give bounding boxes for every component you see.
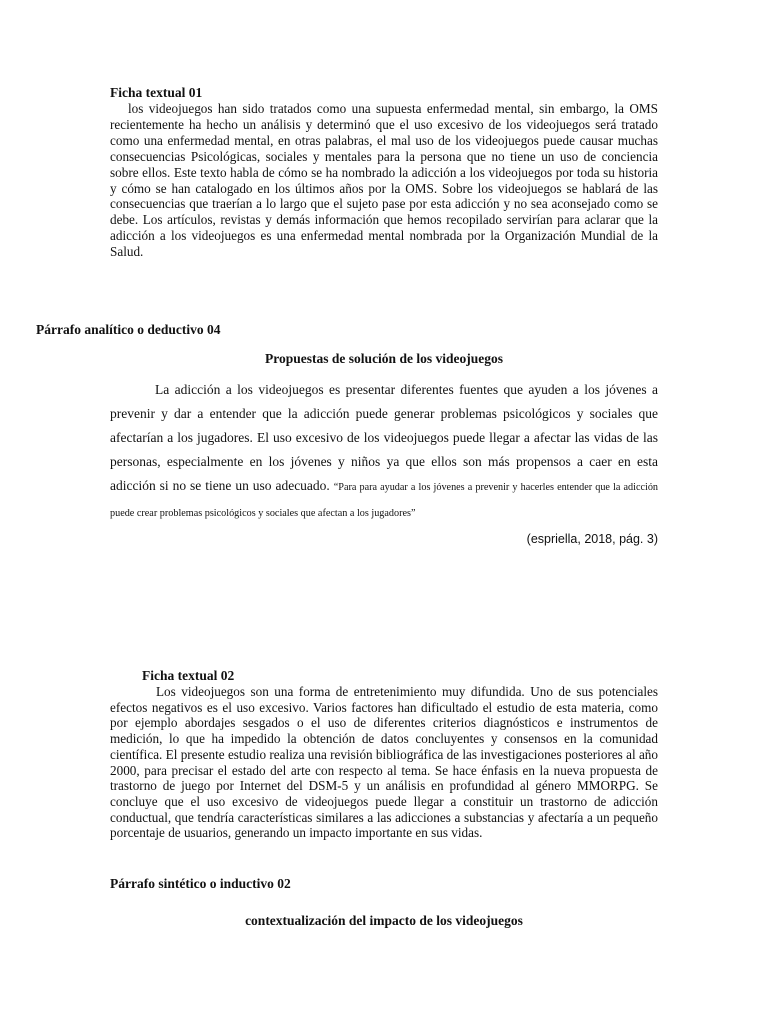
parrafo-analitico-heading: Párrafo analítico o deductivo 04 [36,322,221,337]
citation: (espriella, 2018, pág. 3) [526,532,658,546]
parrafo-sintetico-title: contextualización del impacto de los videojuegos [245,913,523,928]
ficha-textual-01-paragraph [110,101,658,260]
parrafo-analitico-quote: “Para para ayudar a los jóvenes a prevenir y hacerles entender que la adicción puede crear problemas psicológicos y sociales que afectan a los jugadores” [110,482,659,519]
ficha-textual-01-body: los videojuegos han sido tratados como una supuesta enfermedad mental, sin embargo, la OMS recientemente ha hecho un análisis y determinó que el uso excesivo de los videojuegos será tratado como una enfermedad mental, en otras palabras, el mal uso de los videojuegos puede causar muchas consecuencias Psicológicas, sociales y mentales para la persona que no tiene un uso de conciencia sobre ellos. Este texto habla de cómo se ha nombrado la adicción a los videojuegos por toda su historia y cómo se han catalogado en los últimos años por la OMS. Sobre los videojuegos se hablará de las consecuencias que traerían a lo largo que el sujeto pase por esta adicción y no sea aconsejado como se debe. Los artículos, revistas y demás información que hemos recopilado servirían para aclarar que la adicción a los videojuegos es una enfermedad mental nombrada por la Organización Mundial de la Salud. [110,101,658,260]
ficha-textual-02-heading: Ficha textual 02 [142,668,235,683]
parrafo-analitico-body: La adicción a los videojuegos es presentar diferentes fuentes que ayuden a los jóvenes a prevenir y dar a entender que la adicción puede generar problemas psicológicos y sociales que afectarían a los jugadores. El uso excesivo de los videojuegos puede llegar a afectar las vidas de las personas, especialmente en los jóvenes y niños ya que ellos son más propensos a caer en esta adicción si no se tiene un uso adecuado. [110,382,658,493]
parrafo-analitico-paragraph [110,378,658,526]
parrafo-sintetico-heading: Párrafo sintético o inductivo 02 [110,876,291,891]
parrafo-analitico-title: Propuestas de solución de los videojuegos [265,351,503,366]
ficha-textual-02-body: Los videojuegos son una forma de entretenimiento muy difundida. Uno de sus potenciales efectos negativos es el uso excesivo. Varios factores han dificultado el estudio de esta materia, como por ejemplo abordajes sesgados o el uso de diferentes criterios diagnósticos e instrumentos de medición, lo que ha impedido la obtención de datos concluyentes y consensos en la comunidad científica. El presente estudio realiza una revisión bibliográfica de las investigaciones posteriores al año 2000, para precisar el estado del arte con respecto al tema. Se hace énfasis en la nueva propuesta de trastorno de juego por Internet del DSM-5 y un análisis en profundidad al género MMORPG. Se concluye que el uso excesivo de videojuegos puede llegar a constituir un trastorno de adicción conductual, que tendría características similares a las adicciones a substancias y afectaría a un pequeño porcentaje de usuarios, generando un impacto importante en sus vidas. [110,684,658,841]
ficha-textual-01-heading: Ficha textual 01 [110,85,203,100]
ficha-textual-02-paragraph [110,684,658,841]
